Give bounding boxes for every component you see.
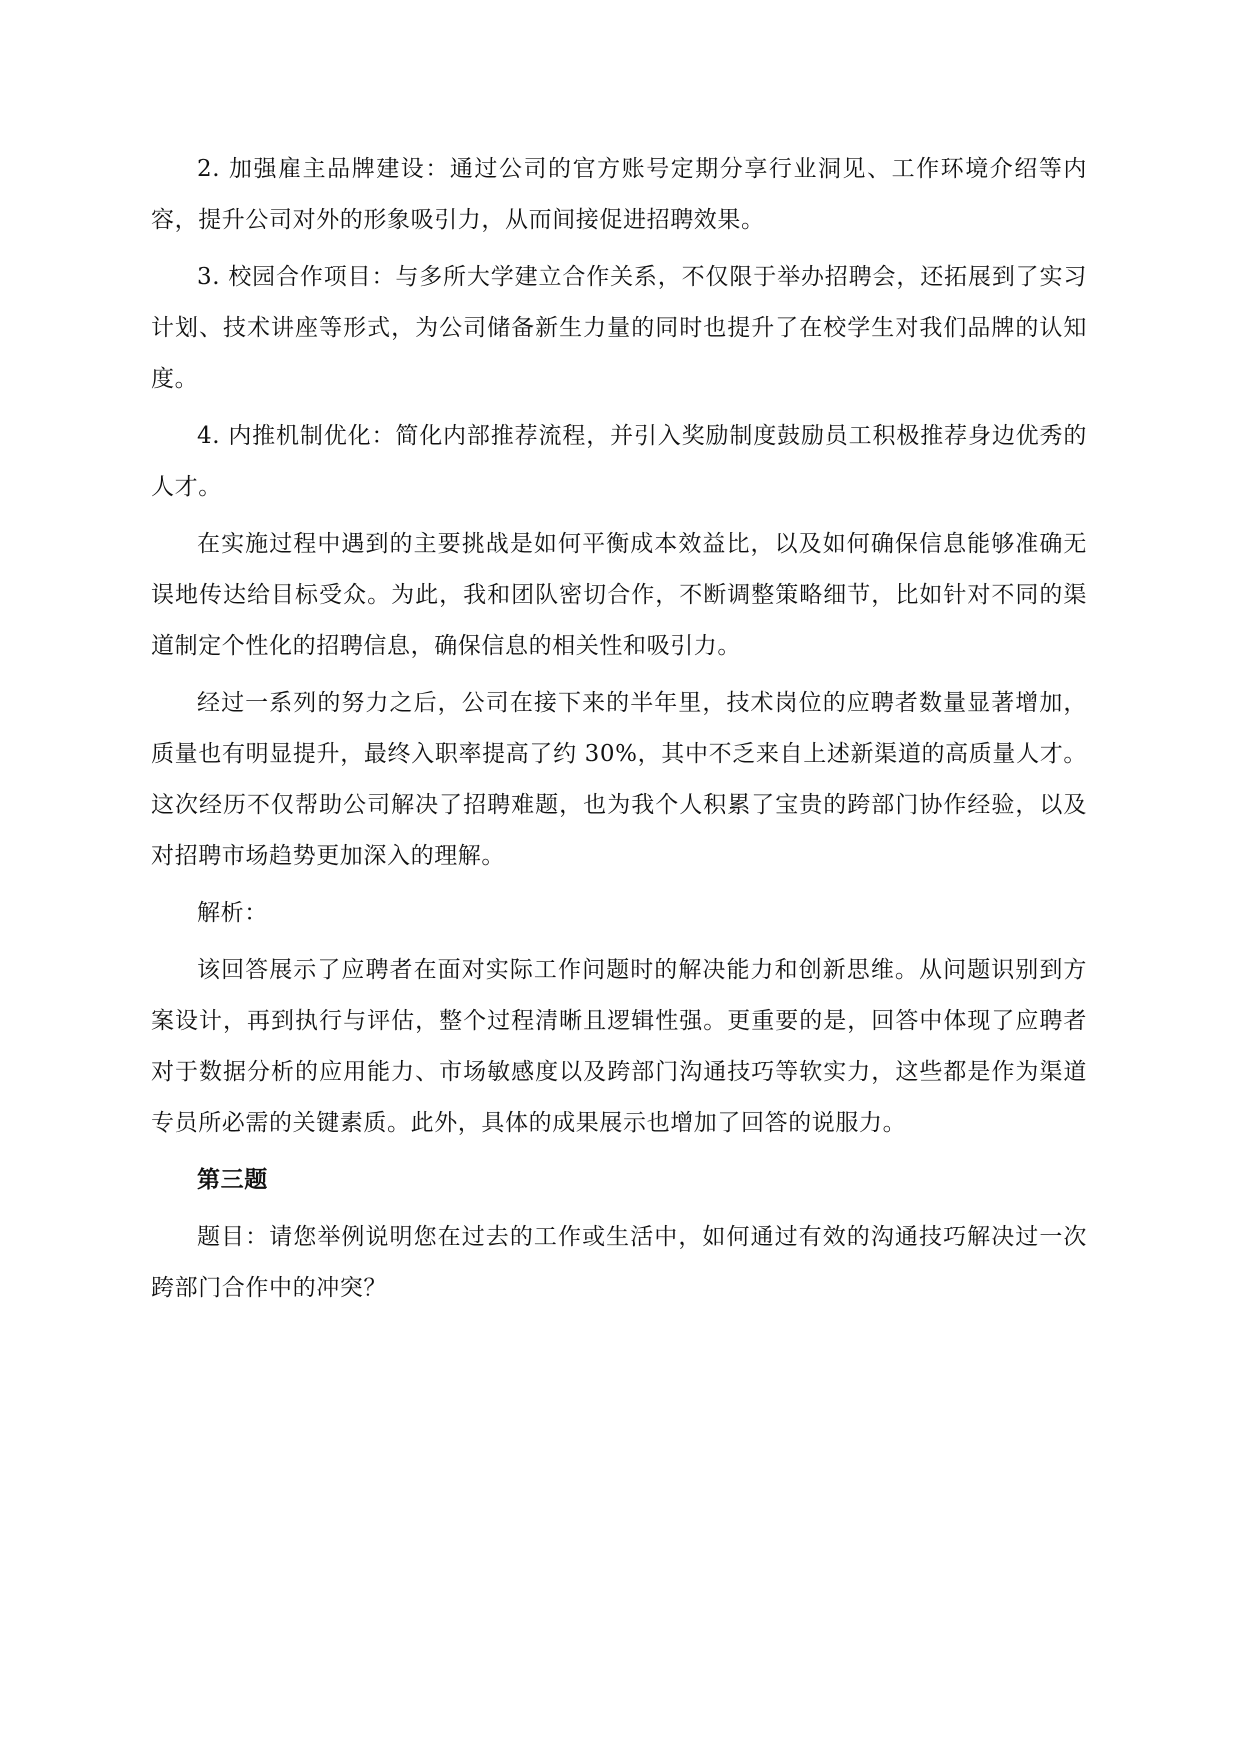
paragraph-campus-cooperation: 3. 校园合作项目：与多所大学建立合作关系，不仅限于举办招聘会，还拓展到了实习计划、技术讲座等形式，为公司储备新生力量的同时也提升了在校学生对我们品牌的认知度。	[151, 264, 1087, 392]
analysis-label: 解析：	[197, 900, 268, 926]
paragraph-challenges: 在实施过程中遇到的主要挑战是如何平衡成本效益比，以及如何确保信息能够准确无误地传达给目标受众。为此，我和团队密切合作，不断调整策略细节，比如针对不同的渠道制定个性化的招聘信息，确保信息的相关性和吸引力。	[151, 531, 1087, 659]
paragraph-referral-optimization: 4. 内推机制优化：简化内部推荐流程，并引入奖励制度鼓励员工积极推荐身边优秀的人才。	[151, 423, 1087, 500]
paragraph-analysis: 该回答展示了应聘者在面对实际工作问题时的解决能力和创新思维。从问题识别到方案设计，再到执行与评估，整个过程清晰且逻辑性强。更重要的是，回答中体现了应聘者对于数据分析的应用能力、市场敏感度以及跨部门沟通技巧等软实力，这些都是作为渠道专员所必需的关键素质。此外，具体的成果展示也增加了回答的说服力。	[151, 957, 1087, 1136]
question-text: 题目：请您举例说明您在过去的工作或生活中，如何通过有效的沟通技巧解决过一次跨部门合作中的冲突？	[151, 1224, 1087, 1301]
document-body	[151, 144, 1087, 1320]
paragraph-employer-branding: 2. 加强雇主品牌建设：通过公司的官方账号定期分享行业洞见、工作环境介绍等内容，提升公司对外的形象吸引力，从而间接促进招聘效果。	[151, 156, 1087, 233]
section-heading: 第三题	[197, 1167, 268, 1193]
paragraph-results: 经过一系列的努力之后，公司在接下来的半年里，技术岗位的应聘者数量显著增加，质量也有明显提升，最终入职率提高了约 30%，其中不乏来自上述新渠道的高质量人才。这次经历不仅帮助公司解决了招聘难题，也为我个人积累了宝贵的跨部门协作经验，以及对招聘市场趋势更加深入的理解。	[151, 690, 1087, 869]
